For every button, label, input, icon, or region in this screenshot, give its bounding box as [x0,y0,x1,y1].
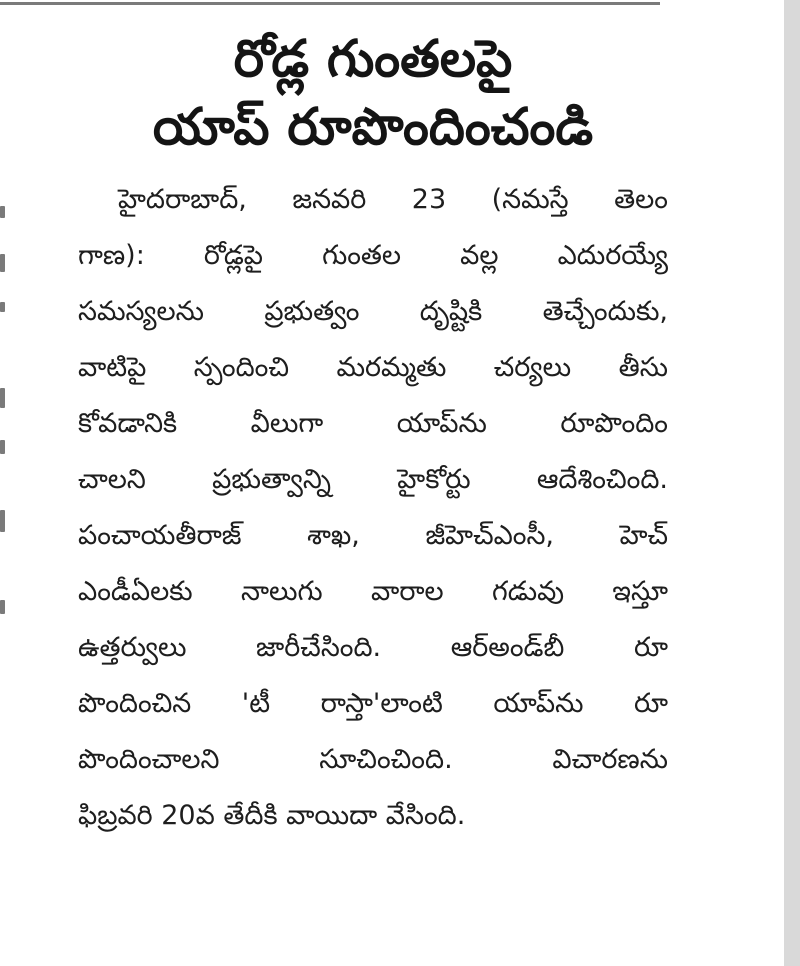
body-line: ఎండీఏలకు నాలుగు వారాల గడువు ఇస్తూ [78,576,668,607]
body-line: గాణ): రోడ్లపై గుంతల వల్ల ఎదురయ్యే [78,240,668,271]
body-line: కోవడానికి వీలుగా యాప్‌ను రూపొందిం [78,408,668,439]
left-margin-mark [0,254,5,272]
left-margin-mark [0,440,5,454]
article-body [78,172,668,844]
body-line: చాలని ప్రభుత్వాన్ని హైకోర్టు ఆదేశించింది. [78,464,668,495]
body-line: పంచాయతీరాజ్ శాఖ, జీహెచ్ఎంసీ, హెచ్ [78,520,668,551]
top-column-rule [0,2,660,5]
body-line: సమస్యలను ప్రభుత్వం దృష్టికి తెచ్చేందుకు, [78,296,668,327]
left-margin-mark [0,206,5,218]
body-line: ఉత్తర్వులు జారీచేసింది. ఆర్అండ్‌బీ రూ [78,632,668,663]
left-margin-mark [0,388,5,408]
left-margin-mark [0,510,5,532]
body-line: పొందించిన 'టీ రాస్తా'లాంటి యాప్‌ను రూ [78,688,668,719]
left-margin-mark [0,600,5,614]
news-clipping [78,26,668,844]
left-margin-mark [0,302,5,312]
body-line: హైదరాబాద్, జనవరి 23 (నమస్తే తెలం [118,184,668,215]
headline-line: రోడ్ల గుంతలపై [233,30,513,89]
headline-line: యాప్ రూపొందించండి [152,98,594,157]
right-page-edge [784,0,800,966]
body-line: వాటిపై స్పందించి మరమ్మతు చర్యలు తీసు [78,352,668,383]
body-line: ఫిబ్రవరి 20వ తేదీకి వాయిదా వేసింది. [78,800,466,831]
body-line: పొందించాలని సూచించింది. విచారణను [78,744,668,775]
headline [78,26,668,162]
